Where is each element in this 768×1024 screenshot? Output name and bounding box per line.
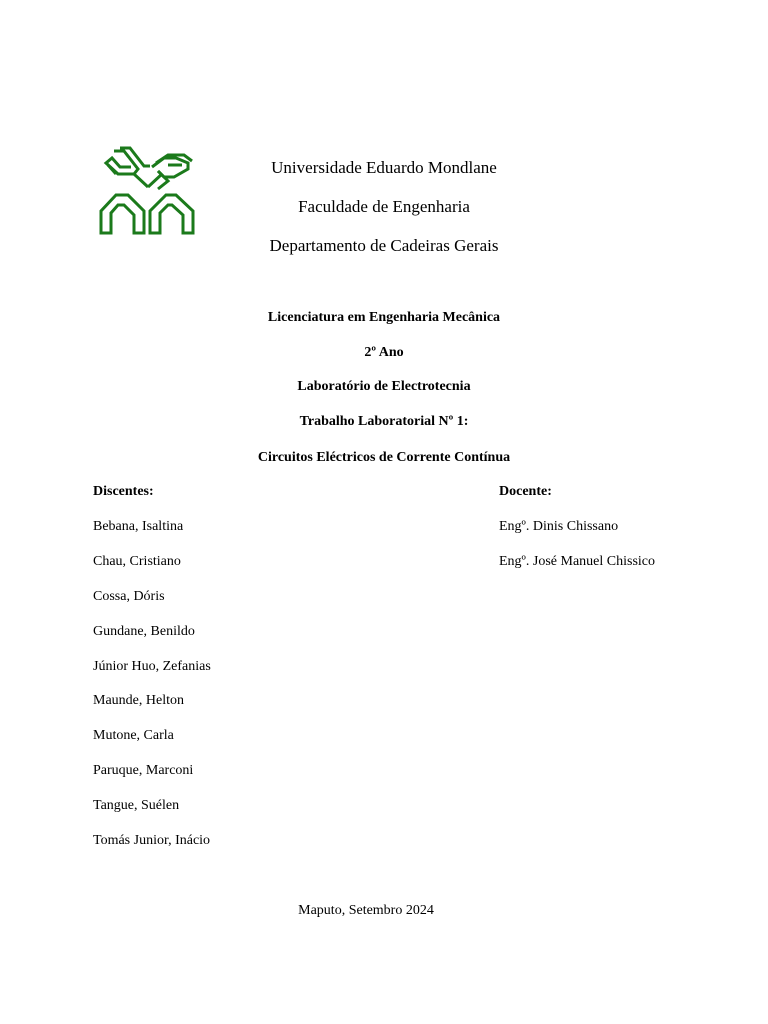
teacher-name: Engº. José Manuel Chissico <box>499 554 655 569</box>
student-name: Chau, Cristiano <box>93 554 181 569</box>
teacher-name: Engº. Dinis Chissano <box>499 519 619 534</box>
student-name: Gundane, Benildo <box>93 624 195 639</box>
student-name: Bebana, Isaltina <box>93 519 184 534</box>
student-name: Tangue, Suélen <box>93 798 180 813</box>
department-name: Departamento de Cadeiras Gerais <box>269 236 499 255</box>
student-name: Mutone, Carla <box>93 728 174 743</box>
student-name: Paruque, Marconi <box>93 763 194 778</box>
student-name: Cossa, Dóris <box>93 589 165 604</box>
university-name: Universidade Eduardo Mondlane <box>271 158 497 177</box>
degree-title: Licenciatura em Engenharia Mecânica <box>267 310 501 325</box>
year-title: 2º Ano <box>364 345 404 360</box>
student-name: Júnior Huo, Zefanias <box>93 659 211 674</box>
work-title: Trabalho Laboratorial Nº 1: <box>299 414 469 429</box>
students-heading: Discentes: <box>93 484 154 499</box>
place-date: Maputo, Setembro 2024 <box>298 903 434 918</box>
topic-title: Circuitos Eléctricos de Corrente Contínua <box>257 450 511 465</box>
student-name: Maunde, Helton <box>93 693 184 708</box>
student-name: Tomás Junior, Inácio <box>93 833 211 848</box>
lab-title: Laboratório de Electrotecnia <box>297 379 471 394</box>
teachers-heading: Docente: <box>499 484 552 499</box>
faculty-name: Faculdade de Engenharia <box>298 197 470 216</box>
